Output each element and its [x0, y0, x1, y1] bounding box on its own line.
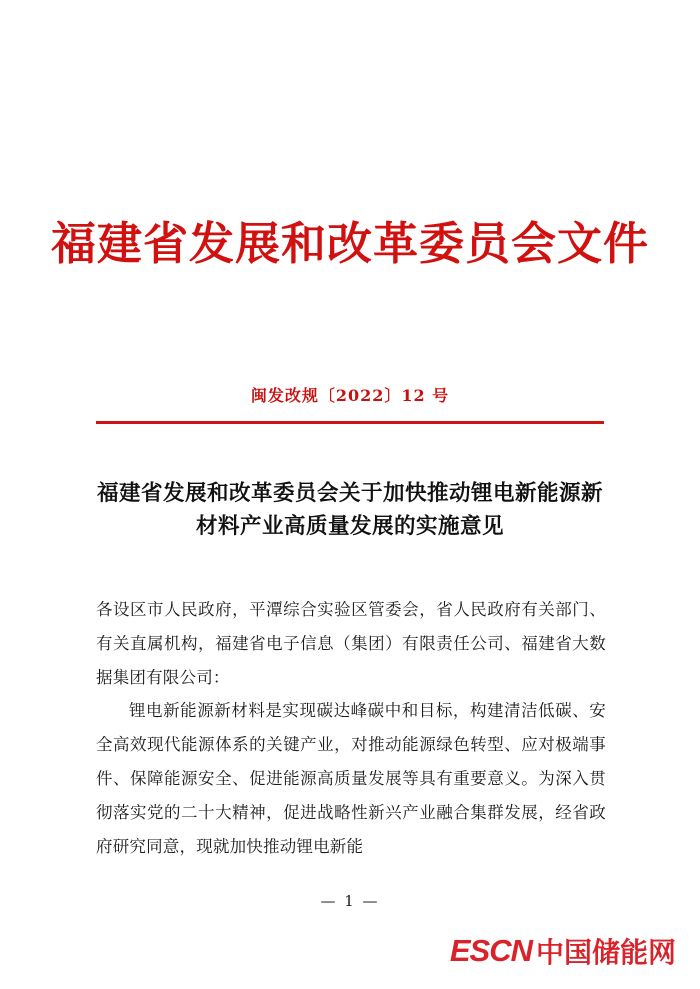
watermark-latin-text: ESCN — [449, 933, 532, 968]
page-title: 福建省发展和改革委员会关于加快推动锂电新能源新材料产业高质量发展的实施意见 — [96, 481, 603, 540]
watermark-chinese-text: 中国储能网 — [535, 936, 676, 969]
page-number: — 1 — — [320, 892, 380, 910]
masthead-title: 福建省发展和改革委员会文件 — [50, 217, 649, 270]
document-body — [96, 593, 606, 864]
red-divider-rule — [96, 421, 604, 424]
masthead — [0, 218, 700, 270]
paragraph-opening: 锂电新能源新材料是实现碳达峰碳中和目标，构建清洁低碳、安全高效现代能源体系的关键产业，对推动能源绿色转型、应对极端事件、保障能源安全、促进能源高质量发展等具有重要意义。为深入贯彻落实党的二十大精神，促进战略性新兴产业融合集群发展，经省政府研究同意，现就加快推动锂电新能 — [96, 701, 606, 856]
paragraph-addressees: 各设区市人民政府，平潭综合实验区管委会，省人民政府有关部门、有关直属机构，福建省电子信息（集团）有限责任公司、福建省大数据集团有限公司： — [96, 600, 606, 687]
document-number: 闽发改规〔2022〕12 号 — [250, 386, 450, 405]
watermark-logo — [450, 931, 676, 971]
